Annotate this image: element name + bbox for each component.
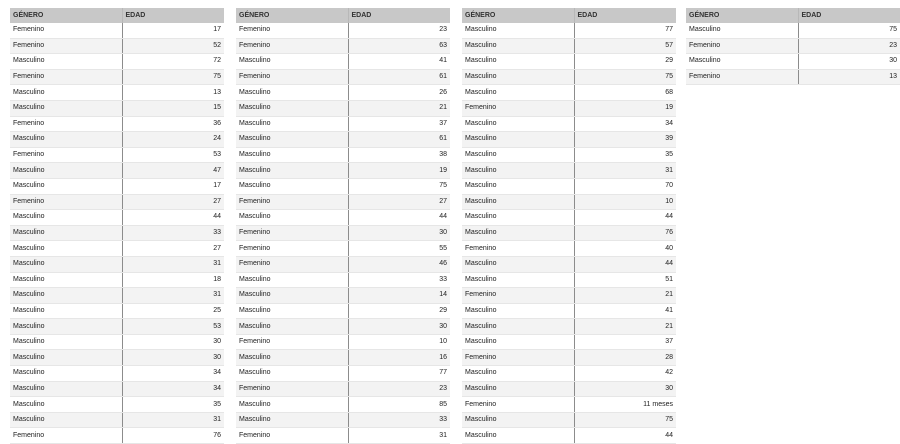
table-row [236,381,450,397]
table-row [462,69,676,85]
gender-cell: Masculino [236,210,348,226]
gender-cell: Masculino [236,116,348,132]
gender-cell: Masculino [462,38,574,54]
table-row [462,397,676,413]
age-cell: 21 [348,100,450,116]
age-cell: 46 [348,256,450,272]
table-row [236,412,450,428]
age-cell: 30 [574,381,676,397]
gender-cell: Masculino [462,69,574,85]
gender-cell: Masculino [462,428,574,444]
age-cell: 51 [574,272,676,288]
gender-cell: Masculino [10,85,122,101]
gender-cell: Masculino [10,303,122,319]
gender-cell: Masculino [10,334,122,350]
table-row [462,210,676,226]
gender-cell: Femenino [462,288,574,304]
age-cell: 72 [122,54,224,70]
age-cell: 41 [574,303,676,319]
gender-cell: Femenino [236,225,348,241]
age-cell: 24 [122,132,224,148]
gender-cell: Femenino [236,381,348,397]
age-cell: 30 [122,334,224,350]
header-gender: GÉNERO [236,8,348,23]
gender-cell: Masculino [236,54,348,70]
age-cell: 44 [574,210,676,226]
gender-cell: Masculino [462,319,574,335]
table-row [462,225,676,241]
gender-cell: Masculino [10,132,122,148]
table-row [10,397,224,413]
age-cell: 57 [574,38,676,54]
table-row [462,412,676,428]
table-row [462,428,676,444]
gender-cell: Masculino [462,366,574,382]
table-row [462,23,676,38]
table-row [236,178,450,194]
age-cell: 41 [348,54,450,70]
header-gender: GÉNERO [462,8,574,23]
age-cell: 77 [574,23,676,38]
header-age: EDAD [574,8,676,23]
age-cell: 23 [798,38,900,54]
age-cell: 27 [348,194,450,210]
gender-cell: Masculino [10,366,122,382]
age-cell: 44 [122,210,224,226]
age-cell: 31 [122,412,224,428]
age-cell: 38 [348,147,450,163]
age-cell: 16 [348,350,450,366]
table-row [462,100,676,116]
age-cell: 11 meses [574,397,676,413]
age-cell: 27 [122,241,224,257]
age-cell: 31 [122,288,224,304]
table-row [10,256,224,272]
table-row [462,288,676,304]
age-cell: 33 [348,412,450,428]
gender-cell: Masculino [10,288,122,304]
age-cell: 68 [574,85,676,101]
gender-cell: Masculino [236,319,348,335]
age-cell: 30 [348,319,450,335]
age-cell: 23 [348,381,450,397]
gender-cell: Masculino [462,210,574,226]
table-row [10,412,224,428]
table-row [236,428,450,444]
gender-cell: Femenino [236,23,348,38]
age-cell: 37 [574,334,676,350]
table-row [462,381,676,397]
age-cell: 17 [122,23,224,38]
age-cell: 75 [798,23,900,38]
gender-cell: Femenino [236,241,348,257]
table-row [462,272,676,288]
age-cell: 44 [348,210,450,226]
gender-cell: Masculino [462,116,574,132]
table-row [236,194,450,210]
table-row [462,334,676,350]
age-cell: 35 [574,147,676,163]
table-row [236,116,450,132]
table-row [10,241,224,257]
table-row [10,210,224,226]
age-cell: 53 [122,319,224,335]
data-table-4 [686,8,900,85]
age-cell: 75 [574,69,676,85]
table-row [462,350,676,366]
table-row [462,85,676,101]
table-row [10,350,224,366]
table-row [10,178,224,194]
age-cell: 27 [122,194,224,210]
table-row [10,163,224,179]
age-cell: 13 [122,85,224,101]
table-row [10,54,224,70]
age-cell: 34 [122,381,224,397]
age-cell: 76 [122,428,224,444]
gender-cell: Masculino [236,132,348,148]
gender-cell: Masculino [236,350,348,366]
table-row [10,147,224,163]
gender-cell: Femenino [462,350,574,366]
gender-cell: Femenino [10,428,122,444]
table-row [236,163,450,179]
gender-cell: Femenino [462,100,574,116]
table-row [10,366,224,382]
age-cell: 52 [122,38,224,54]
gender-cell: Masculino [462,194,574,210]
header-age: EDAD [122,8,224,23]
table-row [236,132,450,148]
gender-cell: Masculino [462,163,574,179]
gender-cell: Masculino [686,54,798,70]
gender-cell: Masculino [236,303,348,319]
gender-cell: Femenino [10,38,122,54]
age-cell: 29 [574,54,676,70]
table-row [10,194,224,210]
data-table-3 [462,8,676,444]
table-row [686,69,900,85]
age-cell: 61 [348,132,450,148]
gender-cell: Femenino [236,69,348,85]
table-row [236,366,450,382]
age-cell: 36 [122,116,224,132]
age-cell: 47 [122,163,224,179]
gender-cell: Masculino [10,163,122,179]
gender-cell: Femenino [236,256,348,272]
gender-cell: Masculino [462,334,574,350]
table-row [236,225,450,241]
table-row [236,350,450,366]
gender-cell: Femenino [236,334,348,350]
gender-cell: Femenino [10,194,122,210]
age-cell: 44 [574,428,676,444]
table-row [686,54,900,70]
age-cell: 39 [574,132,676,148]
table-row [10,303,224,319]
table-row [10,69,224,85]
age-cell: 19 [348,163,450,179]
age-cell: 25 [122,303,224,319]
gender-cell: Masculino [462,272,574,288]
gender-cell: Femenino [10,23,122,38]
gender-cell: Masculino [686,23,798,38]
table-row [462,163,676,179]
table-row [462,178,676,194]
gender-cell: Masculino [10,210,122,226]
table-row [236,100,450,116]
table-row [10,272,224,288]
table-row [462,38,676,54]
gender-cell: Femenino [462,397,574,413]
age-cell: 37 [348,116,450,132]
gender-cell: Masculino [462,54,574,70]
gender-cell: Masculino [462,303,574,319]
age-cell: 70 [574,178,676,194]
gender-cell: Femenino [236,38,348,54]
gender-cell: Masculino [462,225,574,241]
gender-cell: Masculino [10,319,122,335]
table-row [10,334,224,350]
age-cell: 40 [574,241,676,257]
age-cell: 33 [122,225,224,241]
table-row [236,256,450,272]
table-row [10,132,224,148]
age-cell: 85 [348,397,450,413]
table-row [236,288,450,304]
table-row [10,23,224,38]
table-row [10,116,224,132]
table-row [236,147,450,163]
age-cell: 30 [798,54,900,70]
table-row [236,397,450,413]
gender-cell: Masculino [236,288,348,304]
age-cell: 14 [348,288,450,304]
header-gender: GÉNERO [10,8,122,23]
table-row [10,381,224,397]
table-row [236,85,450,101]
table-row [686,38,900,54]
age-cell: 75 [348,178,450,194]
gender-cell: Masculino [462,132,574,148]
gender-cell: Masculino [10,241,122,257]
age-cell: 21 [574,319,676,335]
age-cell: 26 [348,85,450,101]
gender-cell: Masculino [10,350,122,366]
age-cell: 75 [574,412,676,428]
table-row [236,303,450,319]
age-cell: 31 [122,256,224,272]
gender-cell: Masculino [236,147,348,163]
data-table-1 [10,8,224,444]
age-cell: 31 [574,163,676,179]
age-cell: 76 [574,225,676,241]
age-cell: 53 [122,147,224,163]
age-cell: 15 [122,100,224,116]
gender-cell: Masculino [236,272,348,288]
table-row [236,241,450,257]
gender-cell: Masculino [236,412,348,428]
age-cell: 10 [348,334,450,350]
gender-cell: Femenino [686,38,798,54]
table-row [236,38,450,54]
gender-cell: Masculino [462,381,574,397]
age-cell: 30 [348,225,450,241]
gender-cell: Masculino [462,23,574,38]
age-cell: 61 [348,69,450,85]
header-age: EDAD [798,8,900,23]
gender-cell: Masculino [10,178,122,194]
table-row [10,225,224,241]
table-row [462,54,676,70]
gender-cell: Femenino [10,147,122,163]
gender-cell: Masculino [10,397,122,413]
gender-cell: Femenino [10,116,122,132]
age-cell: 63 [348,38,450,54]
age-cell: 31 [348,428,450,444]
gender-cell: Masculino [236,100,348,116]
table-row [686,23,900,38]
gender-cell: Masculino [236,366,348,382]
gender-cell: Femenino [236,428,348,444]
table-row [462,132,676,148]
gender-cell: Masculino [236,397,348,413]
table-row [462,116,676,132]
gender-cell: Masculino [236,163,348,179]
age-cell: 29 [348,303,450,319]
age-cell: 77 [348,366,450,382]
age-cell: 19 [574,100,676,116]
table-row [10,38,224,54]
table-row [10,85,224,101]
table-row [236,272,450,288]
gender-cell: Masculino [10,381,122,397]
gender-cell: Masculino [10,54,122,70]
table-row [462,147,676,163]
age-cell: 28 [574,350,676,366]
table-row [462,241,676,257]
gender-cell: Masculino [236,85,348,101]
gender-cell: Masculino [462,412,574,428]
table-row [462,366,676,382]
gender-cell: Masculino [462,256,574,272]
gender-cell: Masculino [10,100,122,116]
age-cell: 34 [574,116,676,132]
gender-cell: Femenino [10,69,122,85]
gender-cell: Masculino [10,412,122,428]
age-cell: 42 [574,366,676,382]
age-cell: 18 [122,272,224,288]
age-cell: 13 [798,69,900,85]
age-cell: 10 [574,194,676,210]
gender-cell: Femenino [686,69,798,85]
age-cell: 44 [574,256,676,272]
age-cell: 17 [122,178,224,194]
gender-cell: Masculino [462,178,574,194]
table-row [236,54,450,70]
age-cell: 33 [348,272,450,288]
age-cell: 34 [122,366,224,382]
header-gender: GÉNERO [686,8,798,23]
gender-cell: Masculino [10,225,122,241]
gender-cell: Masculino [462,147,574,163]
table-row [236,334,450,350]
gender-cell: Masculino [10,256,122,272]
gender-cell: Femenino [236,194,348,210]
table-row [236,319,450,335]
table-row [236,23,450,38]
age-cell: 75 [122,69,224,85]
table-row [10,100,224,116]
header-age: EDAD [348,8,450,23]
table-row [10,319,224,335]
age-cell: 55 [348,241,450,257]
table-row [462,303,676,319]
table-row [462,319,676,335]
gender-cell: Masculino [10,272,122,288]
table-row [10,428,224,444]
gender-cell: Masculino [236,178,348,194]
gender-cell: Femenino [462,241,574,257]
table-row [462,256,676,272]
table-row [236,69,450,85]
age-cell: 21 [574,288,676,304]
data-table-2 [236,8,450,444]
table-row [10,288,224,304]
age-cell: 23 [348,23,450,38]
age-cell: 35 [122,397,224,413]
gender-cell: Masculino [462,85,574,101]
table-row [236,210,450,226]
table-row [462,194,676,210]
age-cell: 30 [122,350,224,366]
